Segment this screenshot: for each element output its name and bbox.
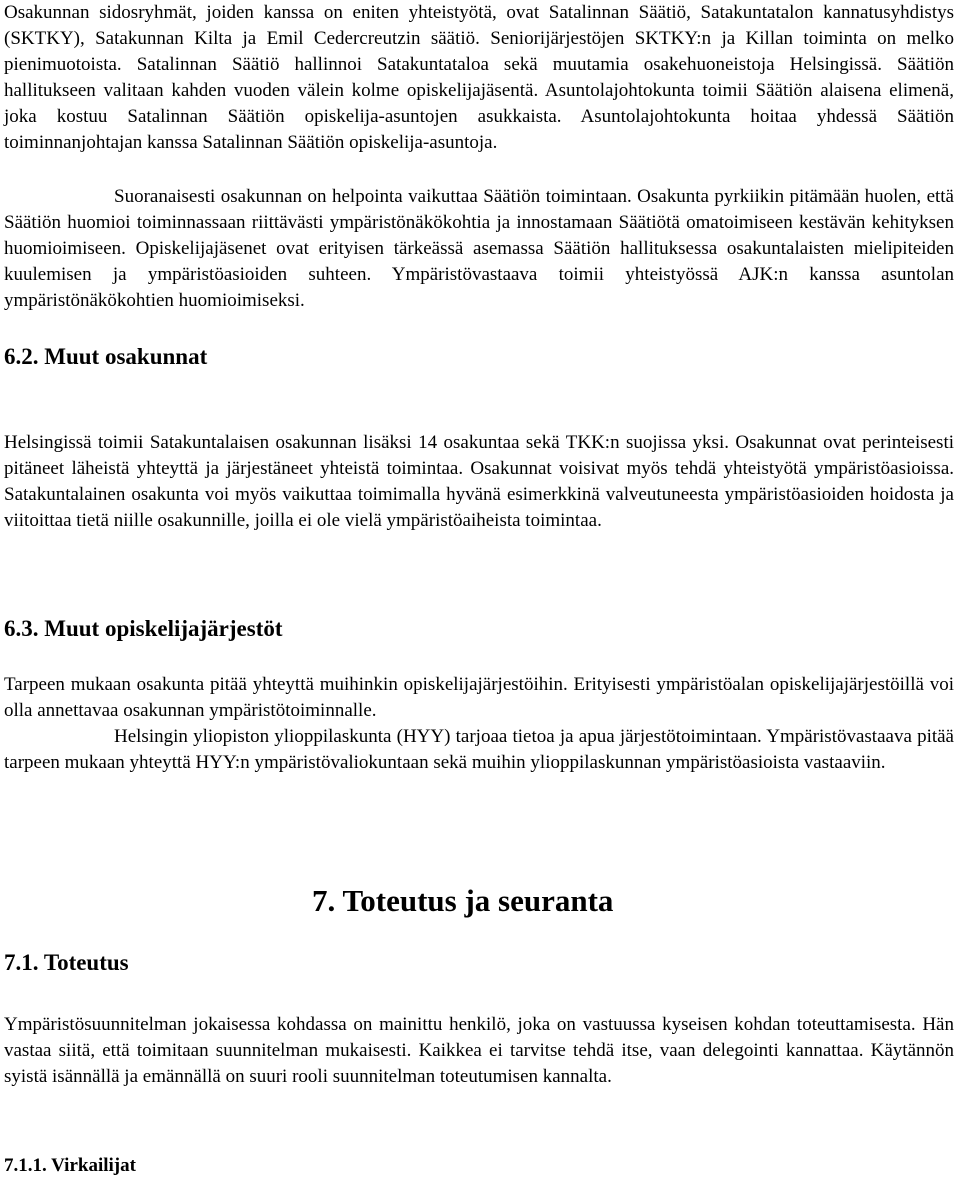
- paragraph-implementation: Ympäristösuunnitelman jokaisessa kohdassa on mainittu henkilö, joka on vastuussa kyseisen kohdan toteuttamisesta. Hän vastaa siitä, että toimitaan suunnitelman mukaisesti. Kaikkea ei tarvitse tehdä itse, vaan delegointi kannattaa. Käytännön syistä isännällä ja emännällä on suuri rooli suunnitelman toteutumisen kannalta.: [4, 1014, 954, 1087]
- paragraph-other-organizations: Tarpeen mukaan osakunta pitää yhteyttä muihinkin opiskelijajärjestöihin. Erityisesti ympäristöalan opiskelijajärjestöillä voi olla annettavaa osakunnan ympäristötoiminnalle.: [4, 674, 954, 721]
- heading-6-2: 6.2. Muut osakunnat: [4, 344, 208, 369]
- heading-7-1-1: 7.1.1. Virkailijat: [4, 1155, 136, 1176]
- paragraph-stakeholders: Osakunnan sidosryhmät, joiden kanssa on eniten yhteistyötä, ovat Satalinnan Säätiö, Satakuntatalon kannatusyhdistys (SKTKY), Satakunnan Kilta ja Emil Cedercreutzin säätiö. Seniorijärjestöjen SKTKY:n ja Killan toiminta on melko pienimuotoista. Satalinnan Säätiö hallinnoi Satakuntataloa sekä muutamia osakehuoneistoja Helsingissä. Säätiön hallitukseen valitaan kahden vuoden välein kolme opiskelijajäsentä. Asuntolajohtokunta toimii Säätiön alaisena elimenä, joka kostuu Satalinnan Säätiön opiskelija-asuntojen asukkaista. Asuntolajohtokunta hoitaa yhdessä Säätiön toiminnanjohtajan kanssa Satalinnan Säätiön opiskelija-asuntoja.: [4, 2, 954, 153]
- paragraph-hyy: Helsingin yliopiston ylioppilaskunta (HYY) tarjoaa tietoa ja apua järjestötoimintaan. Ympäristövastaava pitää tarpeen mukaan yhteyttä HYY:n ympäristövaliokuntaan sekä muihin ylioppilaskunnan ympäristöasioista vastaaviin.: [4, 726, 954, 773]
- heading-7-1: 7.1. Toteutus: [4, 950, 129, 975]
- paragraph-foundation-influence: Suoranaisesti osakunnan on helpointa vaikuttaa Säätiön toimintaan. Osakunta pyrkiikin pitämään huolen, että Säätiön huomioi toiminnassaan riittävästi ympäristönäkökohtia ja innostamaan Säätiötä omatoimiseen kestävän kehityksen huomioimiseen. Opiskelijajäsenet ovat erityisen tärkeässä asemassa Säätiön hallituksessa osakuntalaisten mielipiteiden kuulemisen ja ympäristöasioiden suhteen. Ympäristövastaava toimii yhteistyössä AJK:n kanssa asuntolan ympäristönäkökohtien huomioimiseksi.: [4, 186, 954, 311]
- paragraph-other-nations: Helsingissä toimii Satakuntalaisen osakunnan lisäksi 14 osakuntaa sekä TKK:n suojissa yksi. Osakunnat ovat perinteisesti pitäneet läheistä yhteyttä ja järjestäneet yhteistä toimintaa. Osakunnat voisivat myös tehdä yhteistyötä ympäristöasioissa. Satakuntalainen osakunta voi myös vaikuttaa toimimalla hyvänä esimerkkinä valveutuneesta ympäristöasioiden hoidosta ja viitoittaa tietä niille osakunnille, joilla ei ole vielä ympäristöaiheista toimintaa.: [4, 432, 954, 531]
- heading-6-3: 6.3. Muut opiskelijajärjestöt: [4, 616, 283, 641]
- heading-7: 7. Toteutus ja seuranta: [312, 883, 614, 918]
